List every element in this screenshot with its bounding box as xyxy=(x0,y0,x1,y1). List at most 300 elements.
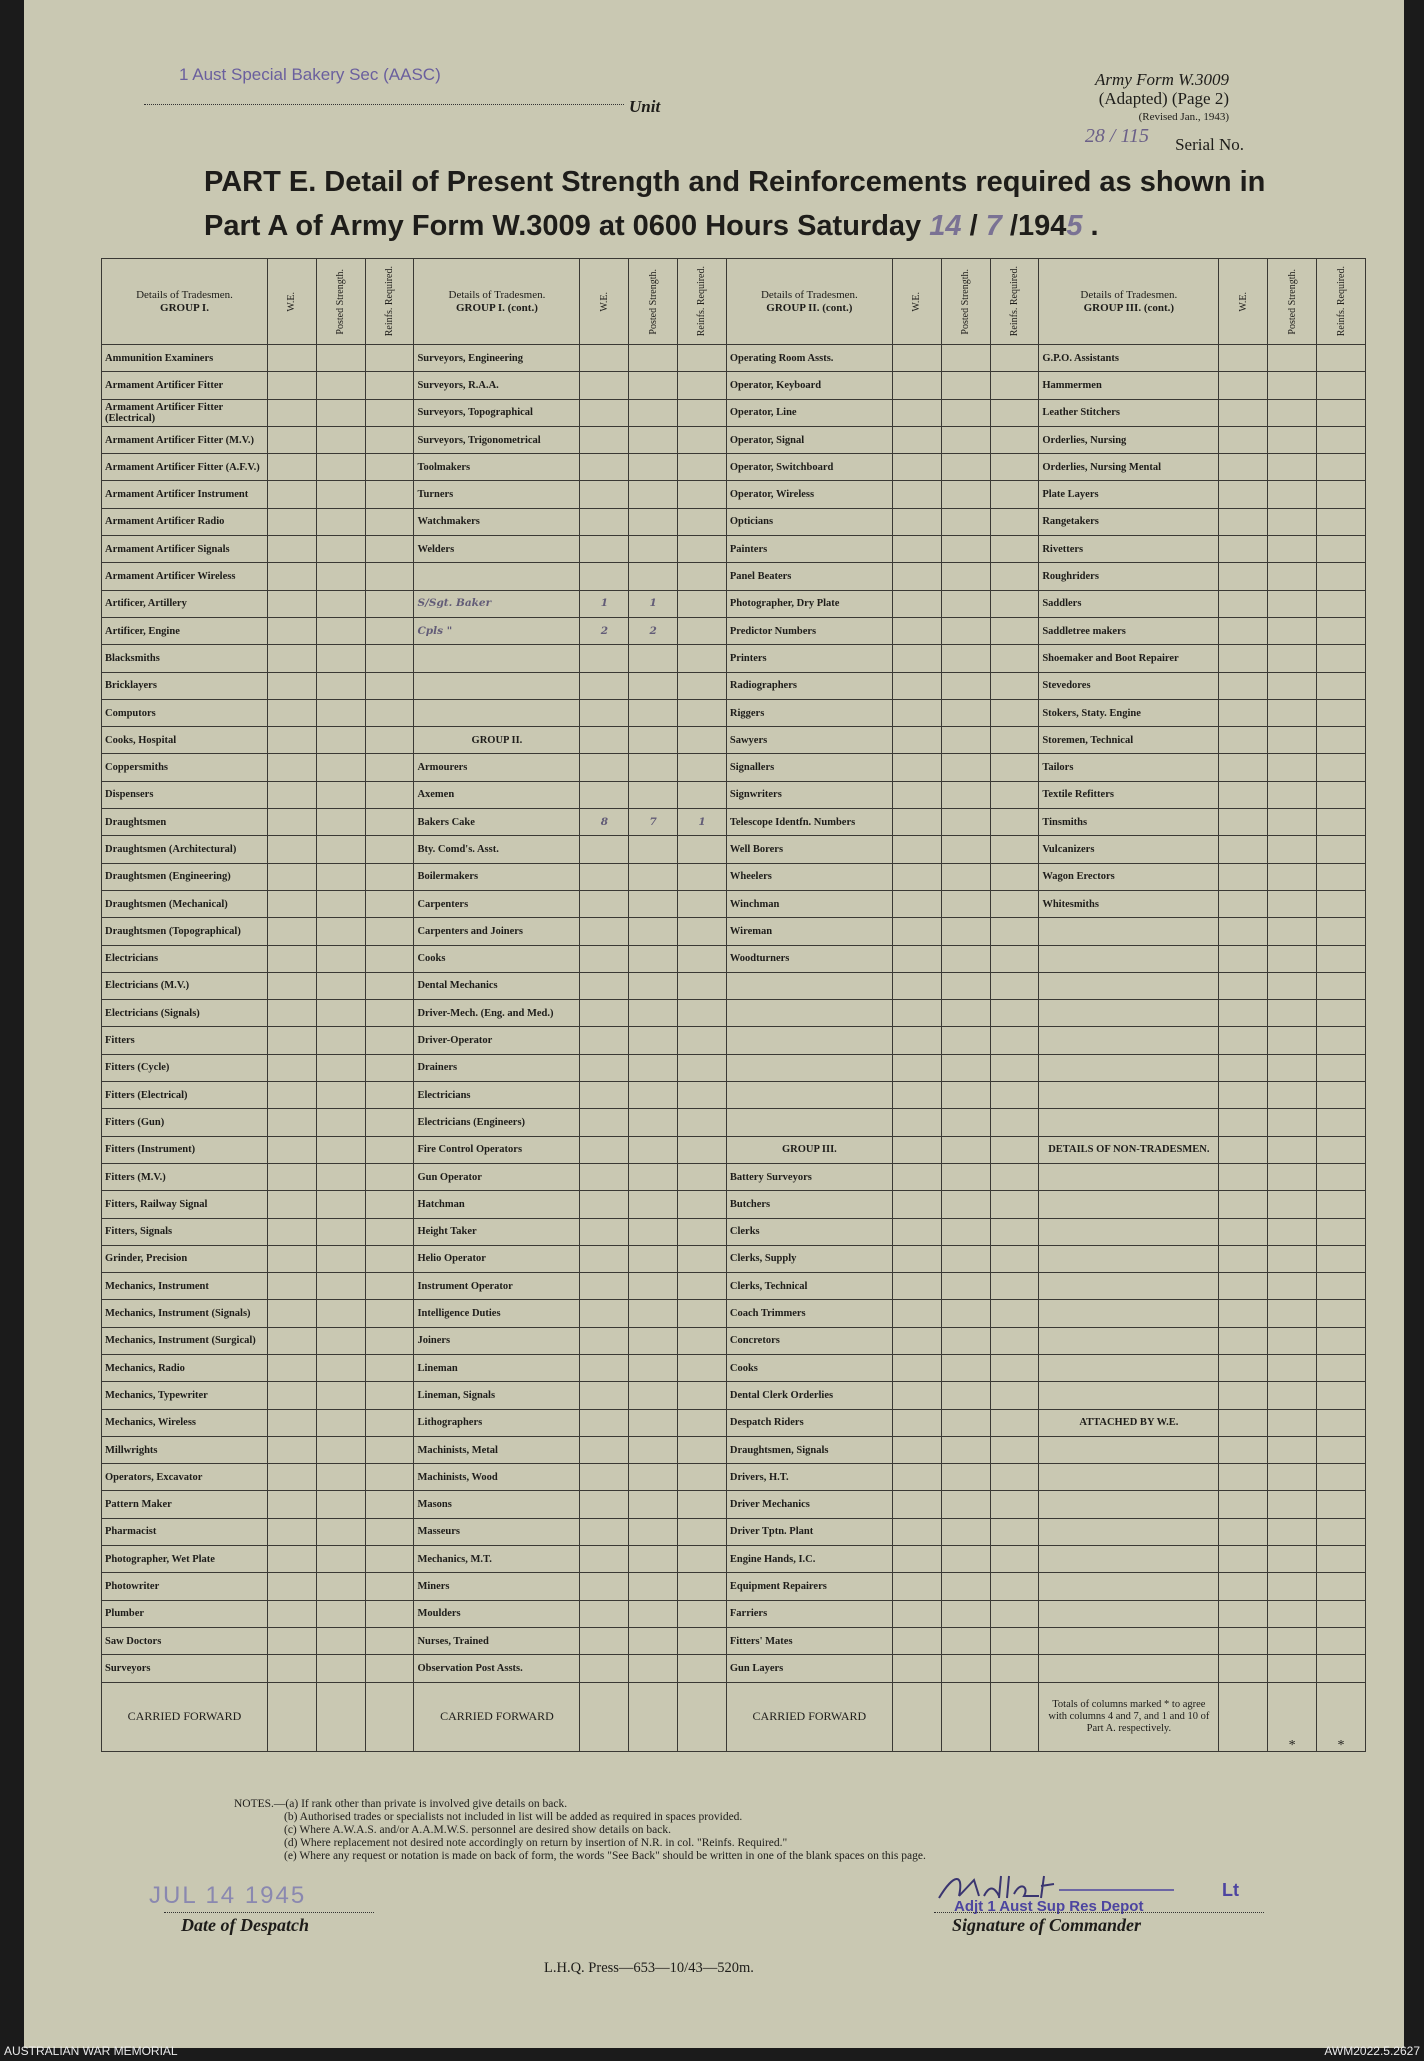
posted-strength-cell[interactable] xyxy=(316,1600,365,1627)
reinforcements-cell[interactable] xyxy=(1317,617,1366,644)
posted-strength-cell[interactable] xyxy=(941,563,990,590)
we-cell[interactable] xyxy=(580,945,629,972)
posted-strength-cell[interactable] xyxy=(941,1491,990,1518)
posted-strength-cell[interactable] xyxy=(629,836,678,863)
we-cell[interactable] xyxy=(1219,1218,1268,1245)
we-cell[interactable] xyxy=(268,1191,317,1218)
reinforcements-cell[interactable] xyxy=(365,1464,414,1491)
we-cell[interactable] xyxy=(580,372,629,399)
posted-strength-cell[interactable] xyxy=(941,399,990,426)
posted-strength-cell[interactable] xyxy=(629,372,678,399)
we-cell[interactable] xyxy=(268,481,317,508)
we-cell[interactable] xyxy=(268,590,317,617)
posted-strength-cell[interactable] xyxy=(1268,372,1317,399)
reinforcements-cell[interactable] xyxy=(1317,945,1366,972)
we-cell[interactable] xyxy=(1219,809,1268,836)
posted-strength-cell[interactable] xyxy=(316,454,365,481)
reinforcements-cell[interactable] xyxy=(1317,699,1366,726)
posted-strength-cell[interactable] xyxy=(629,1327,678,1354)
we-cell[interactable] xyxy=(892,1218,941,1245)
we-cell[interactable] xyxy=(892,727,941,754)
we-cell[interactable] xyxy=(1219,508,1268,535)
posted-strength-cell[interactable] xyxy=(941,1382,990,1409)
reinforcements-cell[interactable] xyxy=(678,1546,727,1573)
reinforcements-cell[interactable] xyxy=(678,1655,727,1682)
reinforcements-cell[interactable] xyxy=(365,809,414,836)
posted-strength-cell[interactable] xyxy=(941,1409,990,1436)
carried-forward-value-cell[interactable] xyxy=(580,1682,629,1751)
posted-strength-cell[interactable] xyxy=(941,1655,990,1682)
we-cell[interactable] xyxy=(1219,1273,1268,1300)
we-cell[interactable] xyxy=(268,536,317,563)
reinforcements-cell[interactable] xyxy=(990,1136,1039,1163)
posted-strength-cell[interactable] xyxy=(1268,699,1317,726)
reinforcements-cell[interactable] xyxy=(678,1082,727,1109)
we-cell[interactable] xyxy=(892,1655,941,1682)
we-cell[interactable] xyxy=(1219,1027,1268,1054)
reinforcements-cell[interactable] xyxy=(1317,890,1366,917)
posted-strength-cell[interactable] xyxy=(1268,563,1317,590)
posted-strength-cell[interactable] xyxy=(316,890,365,917)
posted-strength-cell[interactable] xyxy=(941,1327,990,1354)
we-cell[interactable] xyxy=(892,754,941,781)
posted-strength-cell[interactable] xyxy=(316,972,365,999)
total-marker[interactable]: * xyxy=(1268,1682,1317,1751)
posted-strength-cell[interactable] xyxy=(941,1191,990,1218)
posted-strength-cell[interactable] xyxy=(316,781,365,808)
reinforcements-cell[interactable] xyxy=(1317,1573,1366,1600)
we-cell[interactable] xyxy=(892,1109,941,1136)
we-cell[interactable] xyxy=(580,1436,629,1463)
posted-strength-cell[interactable] xyxy=(1268,508,1317,535)
posted-strength-cell[interactable] xyxy=(941,1245,990,1272)
reinforcements-cell[interactable] xyxy=(365,1054,414,1081)
posted-strength-cell[interactable] xyxy=(1268,454,1317,481)
posted-strength-cell[interactable] xyxy=(1268,945,1317,972)
we-cell[interactable]: 2 xyxy=(580,617,629,644)
reinforcements-cell[interactable] xyxy=(1317,918,1366,945)
reinforcements-cell[interactable] xyxy=(1317,781,1366,808)
we-cell[interactable] xyxy=(1219,781,1268,808)
reinforcements-cell[interactable] xyxy=(1317,1109,1366,1136)
we-cell[interactable] xyxy=(268,1518,317,1545)
reinforcements-cell[interactable] xyxy=(990,1245,1039,1272)
we-cell[interactable] xyxy=(892,836,941,863)
posted-strength-cell[interactable] xyxy=(941,672,990,699)
carried-forward-value-cell[interactable] xyxy=(1219,1682,1268,1751)
we-cell[interactable] xyxy=(268,1054,317,1081)
posted-strength-cell[interactable] xyxy=(1268,1082,1317,1109)
we-cell[interactable] xyxy=(268,617,317,644)
posted-strength-cell[interactable] xyxy=(941,345,990,372)
we-cell[interactable] xyxy=(580,699,629,726)
we-cell[interactable] xyxy=(892,563,941,590)
we-cell[interactable] xyxy=(1219,536,1268,563)
we-cell[interactable] xyxy=(268,1409,317,1436)
reinforcements-cell[interactable] xyxy=(1317,345,1366,372)
posted-strength-cell[interactable] xyxy=(941,1464,990,1491)
posted-strength-cell[interactable] xyxy=(316,590,365,617)
we-cell[interactable] xyxy=(1219,1600,1268,1627)
posted-strength-cell[interactable] xyxy=(1268,890,1317,917)
posted-strength-cell[interactable] xyxy=(1268,1382,1317,1409)
reinforcements-cell[interactable] xyxy=(990,781,1039,808)
we-cell[interactable] xyxy=(268,1382,317,1409)
posted-strength-cell[interactable] xyxy=(629,1382,678,1409)
posted-strength-cell[interactable] xyxy=(629,426,678,453)
we-cell[interactable] xyxy=(268,1436,317,1463)
we-cell[interactable] xyxy=(580,508,629,535)
reinforcements-cell[interactable] xyxy=(990,1354,1039,1381)
posted-strength-cell[interactable] xyxy=(629,972,678,999)
we-cell[interactable] xyxy=(1219,1491,1268,1518)
posted-strength-cell[interactable] xyxy=(941,1300,990,1327)
we-cell[interactable] xyxy=(268,809,317,836)
reinforcements-cell[interactable] xyxy=(990,809,1039,836)
posted-strength-cell[interactable] xyxy=(316,918,365,945)
reinforcements-cell[interactable] xyxy=(990,1082,1039,1109)
posted-strength-cell[interactable] xyxy=(941,836,990,863)
we-cell[interactable] xyxy=(580,890,629,917)
we-cell[interactable] xyxy=(892,1082,941,1109)
posted-strength-cell[interactable] xyxy=(941,1600,990,1627)
reinforcements-cell[interactable] xyxy=(365,563,414,590)
we-cell[interactable] xyxy=(580,754,629,781)
posted-strength-cell[interactable] xyxy=(1268,809,1317,836)
posted-strength-cell[interactable] xyxy=(316,1655,365,1682)
we-cell[interactable] xyxy=(892,645,941,672)
we-cell[interactable] xyxy=(892,1163,941,1190)
we-cell[interactable] xyxy=(268,1300,317,1327)
we-cell[interactable] xyxy=(1219,699,1268,726)
we-cell[interactable] xyxy=(580,1327,629,1354)
we-cell[interactable] xyxy=(892,481,941,508)
reinforcements-cell[interactable] xyxy=(990,890,1039,917)
posted-strength-cell[interactable] xyxy=(316,1109,365,1136)
posted-strength-cell[interactable] xyxy=(629,754,678,781)
we-cell[interactable]: 1 xyxy=(580,590,629,617)
we-cell[interactable] xyxy=(892,781,941,808)
we-cell[interactable] xyxy=(1219,1627,1268,1654)
posted-strength-cell[interactable] xyxy=(1268,754,1317,781)
we-cell[interactable] xyxy=(268,1273,317,1300)
posted-strength-cell[interactable] xyxy=(316,1136,365,1163)
reinforcements-cell[interactable] xyxy=(365,863,414,890)
reinforcements-cell[interactable] xyxy=(678,1327,727,1354)
we-cell[interactable] xyxy=(268,972,317,999)
we-cell[interactable] xyxy=(580,863,629,890)
reinforcements-cell[interactable] xyxy=(990,1327,1039,1354)
posted-strength-cell[interactable] xyxy=(316,563,365,590)
we-cell[interactable] xyxy=(892,536,941,563)
we-cell[interactable] xyxy=(268,754,317,781)
posted-strength-cell[interactable] xyxy=(1268,918,1317,945)
posted-strength-cell[interactable] xyxy=(1268,1245,1317,1272)
we-cell[interactable] xyxy=(892,1000,941,1027)
posted-strength-cell[interactable] xyxy=(1268,1518,1317,1545)
we-cell[interactable] xyxy=(892,699,941,726)
posted-strength-cell[interactable] xyxy=(316,809,365,836)
posted-strength-cell[interactable] xyxy=(629,345,678,372)
reinforcements-cell[interactable] xyxy=(1317,454,1366,481)
reinforcements-cell[interactable] xyxy=(365,1082,414,1109)
we-cell[interactable] xyxy=(580,781,629,808)
posted-strength-cell[interactable]: 2 xyxy=(629,617,678,644)
we-cell[interactable] xyxy=(580,481,629,508)
we-cell[interactable] xyxy=(268,454,317,481)
reinforcements-cell[interactable] xyxy=(365,345,414,372)
reinforcements-cell[interactable] xyxy=(990,1655,1039,1682)
reinforcements-cell[interactable] xyxy=(1317,1273,1366,1300)
reinforcements-cell[interactable] xyxy=(678,727,727,754)
we-cell[interactable] xyxy=(268,1245,317,1272)
reinforcements-cell[interactable] xyxy=(365,754,414,781)
we-cell[interactable] xyxy=(892,1327,941,1354)
posted-strength-cell[interactable] xyxy=(1268,1000,1317,1027)
we-cell[interactable] xyxy=(580,972,629,999)
we-cell[interactable] xyxy=(1219,945,1268,972)
we-cell[interactable] xyxy=(892,454,941,481)
posted-strength-cell[interactable] xyxy=(316,1163,365,1190)
we-cell[interactable] xyxy=(892,1600,941,1627)
we-cell[interactable] xyxy=(1219,645,1268,672)
we-cell[interactable] xyxy=(1219,426,1268,453)
reinforcements-cell[interactable] xyxy=(678,918,727,945)
posted-strength-cell[interactable] xyxy=(629,672,678,699)
we-cell[interactable]: 8 xyxy=(580,809,629,836)
we-cell[interactable] xyxy=(268,945,317,972)
reinforcements-cell[interactable] xyxy=(678,1354,727,1381)
we-cell[interactable] xyxy=(580,1054,629,1081)
reinforcements-cell[interactable] xyxy=(365,1109,414,1136)
we-cell[interactable] xyxy=(580,1464,629,1491)
we-cell[interactable] xyxy=(1219,1546,1268,1573)
reinforcements-cell[interactable] xyxy=(1317,1655,1366,1682)
we-cell[interactable] xyxy=(892,1382,941,1409)
reinforcements-cell[interactable] xyxy=(678,1409,727,1436)
posted-strength-cell[interactable] xyxy=(941,972,990,999)
we-cell[interactable] xyxy=(268,1354,317,1381)
reinforcements-cell[interactable] xyxy=(365,1354,414,1381)
posted-strength-cell[interactable] xyxy=(1268,1163,1317,1190)
posted-strength-cell[interactable] xyxy=(941,1627,990,1654)
posted-strength-cell[interactable] xyxy=(941,590,990,617)
reinforcements-cell[interactable] xyxy=(678,836,727,863)
reinforcements-cell[interactable] xyxy=(990,1027,1039,1054)
reinforcements-cell[interactable] xyxy=(678,645,727,672)
reinforcements-cell[interactable] xyxy=(1317,972,1366,999)
posted-strength-cell[interactable] xyxy=(316,1054,365,1081)
we-cell[interactable] xyxy=(580,1300,629,1327)
we-cell[interactable] xyxy=(1219,1573,1268,1600)
we-cell[interactable] xyxy=(1219,1136,1268,1163)
posted-strength-cell[interactable] xyxy=(316,1000,365,1027)
posted-strength-cell[interactable] xyxy=(316,345,365,372)
carried-forward-value-cell[interactable] xyxy=(629,1682,678,1751)
posted-strength-cell[interactable] xyxy=(1268,1573,1317,1600)
reinforcements-cell[interactable] xyxy=(365,1655,414,1682)
reinforcements-cell[interactable] xyxy=(365,426,414,453)
posted-strength-cell[interactable] xyxy=(316,1027,365,1054)
posted-strength-cell[interactable] xyxy=(1268,1191,1317,1218)
posted-strength-cell[interactable] xyxy=(941,1354,990,1381)
we-cell[interactable] xyxy=(1219,918,1268,945)
reinforcements-cell[interactable] xyxy=(365,1382,414,1409)
we-cell[interactable] xyxy=(1219,1464,1268,1491)
we-cell[interactable] xyxy=(1219,672,1268,699)
reinforcements-cell[interactable] xyxy=(990,699,1039,726)
reinforcements-cell[interactable] xyxy=(678,399,727,426)
we-cell[interactable] xyxy=(580,1573,629,1600)
reinforcements-cell[interactable] xyxy=(990,1054,1039,1081)
posted-strength-cell[interactable] xyxy=(316,645,365,672)
we-cell[interactable] xyxy=(580,1245,629,1272)
posted-strength-cell[interactable] xyxy=(941,1218,990,1245)
reinforcements-cell[interactable] xyxy=(1317,426,1366,453)
reinforcements-cell[interactable] xyxy=(1317,1082,1366,1109)
reinforcements-cell[interactable] xyxy=(990,426,1039,453)
posted-strength-cell[interactable] xyxy=(629,1600,678,1627)
we-cell[interactable] xyxy=(1219,972,1268,999)
we-cell[interactable] xyxy=(268,1163,317,1190)
posted-strength-cell[interactable] xyxy=(316,1354,365,1381)
we-cell[interactable] xyxy=(580,1000,629,1027)
we-cell[interactable] xyxy=(1219,454,1268,481)
we-cell[interactable] xyxy=(268,1600,317,1627)
posted-strength-cell[interactable] xyxy=(316,1300,365,1327)
we-cell[interactable] xyxy=(268,1000,317,1027)
we-cell[interactable] xyxy=(580,536,629,563)
we-cell[interactable] xyxy=(268,1491,317,1518)
posted-strength-cell[interactable] xyxy=(1268,1218,1317,1245)
posted-strength-cell[interactable] xyxy=(941,918,990,945)
reinforcements-cell[interactable] xyxy=(365,617,414,644)
posted-strength-cell[interactable] xyxy=(629,1627,678,1654)
we-cell[interactable] xyxy=(580,1354,629,1381)
posted-strength-cell[interactable] xyxy=(1268,536,1317,563)
reinforcements-cell[interactable] xyxy=(1317,1518,1366,1545)
we-cell[interactable] xyxy=(892,1518,941,1545)
reinforcements-cell[interactable] xyxy=(990,1273,1039,1300)
reinforcements-cell[interactable] xyxy=(678,1109,727,1136)
we-cell[interactable] xyxy=(580,1382,629,1409)
reinforcements-cell[interactable] xyxy=(678,781,727,808)
reinforcements-cell[interactable] xyxy=(678,1163,727,1190)
posted-strength-cell[interactable] xyxy=(629,1518,678,1545)
reinforcements-cell[interactable] xyxy=(365,1245,414,1272)
posted-strength-cell[interactable] xyxy=(941,454,990,481)
posted-strength-cell[interactable] xyxy=(1268,781,1317,808)
we-cell[interactable] xyxy=(1219,836,1268,863)
reinforcements-cell[interactable] xyxy=(365,1273,414,1300)
we-cell[interactable] xyxy=(580,1409,629,1436)
reinforcements-cell[interactable] xyxy=(365,1327,414,1354)
we-cell[interactable] xyxy=(580,1191,629,1218)
posted-strength-cell[interactable] xyxy=(1268,1300,1317,1327)
posted-strength-cell[interactable] xyxy=(629,1218,678,1245)
we-cell[interactable] xyxy=(892,1354,941,1381)
we-cell[interactable] xyxy=(892,1546,941,1573)
posted-strength-cell[interactable] xyxy=(1268,590,1317,617)
reinforcements-cell[interactable] xyxy=(990,1109,1039,1136)
reinforcements-cell[interactable] xyxy=(365,945,414,972)
reinforcements-cell[interactable] xyxy=(678,1491,727,1518)
reinforcements-cell[interactable] xyxy=(365,399,414,426)
reinforcements-cell[interactable] xyxy=(990,563,1039,590)
posted-strength-cell[interactable] xyxy=(1268,1109,1317,1136)
reinforcements-cell[interactable] xyxy=(678,1191,727,1218)
posted-strength-cell[interactable] xyxy=(629,1573,678,1600)
reinforcements-cell[interactable] xyxy=(678,672,727,699)
posted-strength-cell[interactable] xyxy=(941,1163,990,1190)
reinforcements-cell[interactable] xyxy=(1317,1163,1366,1190)
we-cell[interactable] xyxy=(892,1191,941,1218)
reinforcements-cell[interactable] xyxy=(990,672,1039,699)
we-cell[interactable] xyxy=(268,426,317,453)
reinforcements-cell[interactable] xyxy=(1317,1409,1366,1436)
reinforcements-cell[interactable] xyxy=(1317,1027,1366,1054)
reinforcements-cell[interactable] xyxy=(1317,1300,1366,1327)
posted-strength-cell[interactable] xyxy=(316,1518,365,1545)
reinforcements-cell[interactable] xyxy=(990,863,1039,890)
posted-strength-cell[interactable] xyxy=(941,617,990,644)
posted-strength-cell[interactable] xyxy=(629,1000,678,1027)
posted-strength-cell[interactable] xyxy=(316,1191,365,1218)
reinforcements-cell[interactable] xyxy=(678,699,727,726)
posted-strength-cell[interactable] xyxy=(629,508,678,535)
reinforcements-cell[interactable] xyxy=(1317,1327,1366,1354)
posted-strength-cell[interactable] xyxy=(629,481,678,508)
we-cell[interactable] xyxy=(580,345,629,372)
posted-strength-cell[interactable] xyxy=(629,781,678,808)
we-cell[interactable] xyxy=(1219,1354,1268,1381)
we-cell[interactable] xyxy=(580,1600,629,1627)
we-cell[interactable] xyxy=(1219,372,1268,399)
we-cell[interactable] xyxy=(1219,1245,1268,1272)
carried-forward-value-cell[interactable] xyxy=(365,1682,414,1751)
reinforcements-cell[interactable] xyxy=(1317,645,1366,672)
posted-strength-cell[interactable] xyxy=(629,1354,678,1381)
reinforcements-cell[interactable] xyxy=(1317,1464,1366,1491)
reinforcements-cell[interactable] xyxy=(1317,754,1366,781)
reinforcements-cell[interactable] xyxy=(678,563,727,590)
we-cell[interactable] xyxy=(892,918,941,945)
we-cell[interactable] xyxy=(580,1082,629,1109)
posted-strength-cell[interactable] xyxy=(629,1273,678,1300)
we-cell[interactable] xyxy=(892,890,941,917)
we-cell[interactable] xyxy=(892,863,941,890)
posted-strength-cell[interactable] xyxy=(629,727,678,754)
posted-strength-cell[interactable] xyxy=(941,809,990,836)
we-cell[interactable] xyxy=(580,1546,629,1573)
carried-forward-value-cell[interactable] xyxy=(990,1682,1039,1751)
posted-strength-cell[interactable] xyxy=(316,1464,365,1491)
reinforcements-cell[interactable] xyxy=(365,1627,414,1654)
posted-strength-cell[interactable] xyxy=(316,1218,365,1245)
reinforcements-cell[interactable] xyxy=(1317,863,1366,890)
reinforcements-cell[interactable] xyxy=(990,372,1039,399)
posted-strength-cell[interactable] xyxy=(1268,426,1317,453)
we-cell[interactable] xyxy=(1219,890,1268,917)
we-cell[interactable] xyxy=(268,672,317,699)
we-cell[interactable] xyxy=(892,345,941,372)
posted-strength-cell[interactable] xyxy=(629,1300,678,1327)
reinforcements-cell[interactable] xyxy=(678,426,727,453)
posted-strength-cell[interactable] xyxy=(316,426,365,453)
reinforcements-cell[interactable] xyxy=(990,945,1039,972)
posted-strength-cell[interactable] xyxy=(941,754,990,781)
we-cell[interactable] xyxy=(892,945,941,972)
